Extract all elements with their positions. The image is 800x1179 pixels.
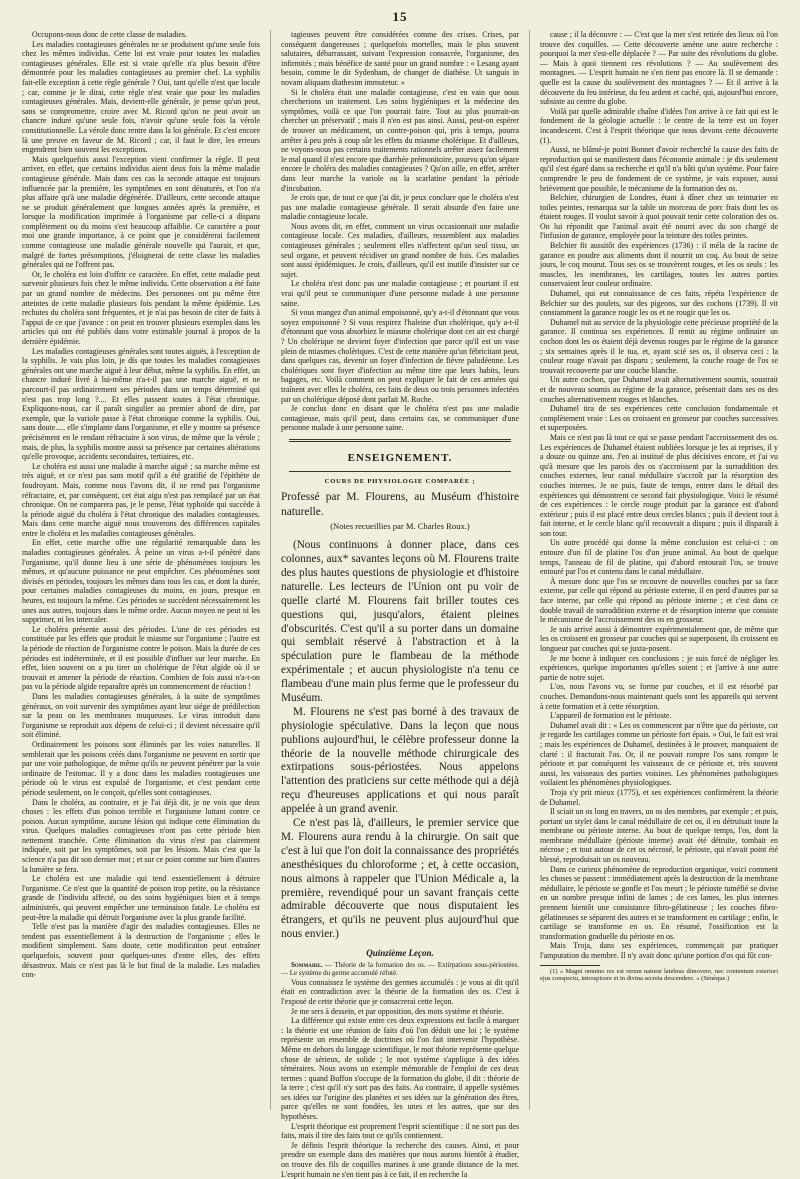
section-title: ENSEIGNEMENT.	[347, 451, 453, 464]
paragraph: Nous avons dit, en effet, comment un virus occasionnait une maladie contagieuse locale. Ces maladies, d'ailleurs, ressemblent aux maladies contagieuses générales ; seulement elles n'affectent qu'un seul tissu, un seul organe, et peuvent récidiver un grand nombre de fois. Ces maladies sont aussi épidémiques. Je crois, d'ailleurs, qu'il est inutile d'insister sur ce sujet.	[281, 221, 519, 279]
paragraph: Mais Troja, dans ses expériences, commençait par pratiquer l'amputation du membre. Il n'y avait donc qu'une portion d'os qui fût con-	[540, 941, 778, 960]
paragraph: Il sciait un os long en travers, un os des membres, par exemple ; et puis, portant un stylet dans le canal médullaire de cet os, il en détruisait toute la membrane ou périoste interne. Au bout de quelque temps, l'os, dont la membrane médullaire (périoste interne) avait été détruite, tombait en nécrose ; et tout autour de cet os nécrosé, le périoste, qui n'avait point été blessé, reproduisait un os nouveau.	[540, 807, 778, 865]
paragraph: Mais quelquefois aussi l'exception vient confirmer la règle. Il peut arriver, en effet, que certains individus aient deux fois la même maladie contagieuse générale. Mais dans ces cas la seconde attaque est toujours influencée par la première, les symptômes en sont dénaturés, et l'on n'a plus affaire qu'à une maladie dégénérée. D'ailleurs, cette seconde attaque ne se produit généralement que longues années après la première, et lorsque la modification imprimée à l'organisme par celle-ci a disparu complètement ou du moins s'est beaucoup affaiblie. Ce caractère a pour moi une grande importance, à ce point que je considérerai facilement comme contagieuse une maladie générale nouvelle qui l'aurait, et que, malgré de fortes présomptions, j'éloignerai de cette classe les maladies générales qui ne l'offrent pas.	[22, 154, 260, 270]
column-1	[22, 30, 260, 1110]
paragraph: Duhamel tira de ses expériences cette conclusion fondamentale et complètement vraie : Les os croissent en grosseur par couches successives et superposées.	[540, 404, 778, 433]
paragraph: Belchier fit aussitôt des expériences (1736) : il méla de la racine de garance en poudre aux aliments dont il nourrit un coq. Au bout de seize jours, le coq mourut. Tous ses os se trouvèrent rouges, et les os seuls : les muscles, les membranes, les cartilages, toutes les autres parties conservaient leur couleur ordinaire.	[540, 241, 778, 289]
paragraph: L'appareil de formation est le périoste.	[550, 711, 672, 721]
paragraph: Les maladies contagieuses générales ne se produisent qu'une seule fois chez les mêmes individus. Cette loi est vraie pour toutes les maladies contagieuses générales. Elle est si vraie qu'elle n'a plus besoin d'être démontrée pour les maladies contagieuses au premier chef. La syphilis fait-elle exception à cette règle générale ? Oui, tant qu'elle n'est que locale ; car, comme je le dirai, cette règle n'est vraie que pour les maladies contagieuses générales. Mais, devient-elle générale, je pense qu'un peut, sans se compromettre, croire avec M. Ricord qu'on ne peut avoir un chancre induré qu'une seule fois, n'avoir qu'une seule fois la vérole constitutionnelle. La vérole donc rentre dans la loi générale. Et c'est encore là une preuve en faveur de M. Ricord ; car, il faut le dire, les erreurs engendrent bien souvent les exceptions.	[22, 39, 260, 155]
paragraph: tagieuses peuvent être considérées comme des crises. Crises, par conséquent dangereuses ; quelquefois mortelles, mais le plus souvent salutaires, débarrassant, suivant l'expression consacrée, l'organisme, des infirmités ; mais bénéfice de santé pour un grand nombre : « Lesang ayant besoin, comme le dit Sydenham, de changer de diathèse. Ut sanguis in novam aliquam diathesim immutetur. »	[281, 30, 519, 87]
column-3	[540, 30, 778, 1110]
page-number: 15	[392, 9, 408, 24]
paragraph: Le choléra est aussi une maladie à marche aiguë ; sa marche même est très aiguë, et ce n'est pas sans motif qu'il a été gratifié de l'épithète de foudroyant. Mais, comme nous l'avons dit, il ne rend pas l'organisme réfractaire, et, par conséquent, cet état aigu n'est pas remplacé par un état chronique. On ne comparera pas, je le pense, l'état typhoïde qui succède à la période aiguë du choléra à l'état chronique des maladies contagieuses. Mais dans cette marche aiguë nous trouverons des différences capitales entre le choléra et les maladies contagieuses générales.	[22, 461, 260, 538]
paragraph: Vous connaissez le système des germes accumulés : je vous ai dit qu'il était en contradiction avec la théorie de la formation des os. C'est à l'exposé de cette théorie que je consacrerai cette leçon.	[281, 977, 519, 1006]
column-2	[281, 30, 520, 1179]
paragraph: La différence qui existe entre ces deux expressions est facile à marquer : la théorie est une réunion de faits d'où l'on déduit une loi ; le système représente un ensemble de doctrines où l'on fait intervenir l'hypothèse. Même en dehors du langage scientifique, le mot théorie représente quelque chose de sérieux, de solide ; le mot système s'applique à des idées téméraires. Nous avons un exemple mémorable de l'emploi de ces deux termes : quand Buffon s'occupe de la formation du globe, il dit : théorie de la terre ; c'est qu'il n'y sort pas des faits. Au contraire, il appelle systèmes ses idées sur l'origine des planètes et ses idées sur la génération des êtres, parce qu'elles ne sont fondées, les unes et les autres, que sur des hypothèses.	[281, 1016, 519, 1122]
paragraph: Troja s'y prit mieux (1775), et ses expériences confirmèrent la théorie de Duhamel.	[540, 787, 778, 807]
paragraph: Duhamel mit au service de la physiologie cette précieuse propriété de la garance. Il continua ses expériences. Il remit au régime ordinaire un cochon dont les os étaient déjà devenus rouges par le régime de la garance ; six semaines après il le tua, et, ayant scié ses os, il observa ceci : la couleur rouge n'avait pas disparu ; seulement, la couche rouge de l'os se trouvait recouverte par une couche blanche.	[540, 317, 778, 375]
paragraph: Or, le choléra est loin d'offrir ce caractère. En effet, cette maladie peut survenir plusieurs fois chez le même individu. Cette observation a été faite par un grand nombre de médecins. Des personnes ont pu même être atteintes de cette maladie plusieurs fois pendant la même épidémie. Les rechutes du choléra sont fréquentes, et je n'ai pas besoin de citer de faits à l'appui de ce que j'avance : on peut en trouver plusieurs exemples dans les articles qui ont été publiés dans votre estimable journal à propos de la dernière épidémie.	[22, 269, 260, 346]
paragraph: Si vous mangez d'un animal empoisonné, qu'y a-t-il d'étonnant que vous soyez empoisonné ? Si vous respirez l'haleine d'un cholérique, qu'y a-t-il d'étonnant que vous absorbiez le miasme cholérique dont cet air est chargé ? Un cholérique ne devient foyer d'infection que parce qu'il est un vase plein de miasmes cholériques. C'est de cette manière qu'un fébricitant peut, dans quelques cas, devenir un foyer d'infection de fièvre paludéenne. Les cholériques sont foyer d'infection au même titre que leurs habits, leurs bagages, etc. Voilà comment on peut expliquer le fait de ces armées qui traînent avec elles le choléra, ces faits de deux ou trois personnes infectées par un cholérique déposé dont parlait M. Roche.	[281, 308, 520, 404]
paragraph: L'os, nous l'avons vu, se forme par couches, et il est résorbé par couches. Demandons-nous maintenant quels sont les appareils qui servent à cette formation et à cette résorption.	[540, 682, 778, 711]
paragraph: Dans ce curieux phénomène de reproduction organique, voici comment les choses se passent : immédiatement après la destruction de la membrane médullaire, le périoste se gonfle et l'os meurt ; le périoste tuméfié se divise en un nombre presque infini de lames ; de ces lames, les plus internes prennent bientôt une consistance fibro-gélatineuse ; les couches fibro-gélatineuses se séparent des autres et se transforment en cartilage ; enfin, le cartilage se transforme en os. En résumé, l'ossification est la transformation graduelle du périoste en os.	[540, 864, 778, 941]
columns	[22, 30, 778, 1179]
paragraph: Je suis arrivé aussi à démontrer expérimentalement que, de même que les os croissent en grosseur par couches qui se superposent, ils croissent en longueur par couches qui se juxta-posent.	[540, 624, 778, 653]
notes-credit: (Notes recueillies par M. Charles Roux.)	[330, 520, 470, 531]
paragraph: Je crois que, de tout ce que j'ai dit, je peux conclure que le choléra n'est pas une maladie contagieuse générale. Il serait absurde d'en faire une maladie contagieuse locale.	[281, 193, 519, 222]
editorial-intro	[281, 539, 519, 942]
paragraph: Ordinairement les poisons sont éliminés par les voies naturelles. Il semblerait que les poisons créés dans l'organisme ne peuvent en sortir que par une voie pathologique, de même qu'ils ne peuvent pénétrer par la voie ordinaire de l'estomac. Il y a donc dans les maladies contagieuses une période où le virus est expulsé de l'organisme, et c'est pendant cette période seulement, on le conçoit, qu'elles sont contagieuses.	[22, 739, 260, 797]
paragraph: Dans le choléra, au contraire, et je l'ai déjà dit, je ne vois que deux choses : les effets d'un poison terrible et l'organisme luttant contre ce poison. Aucun symptôme, aucune lésion qui indique cette élimination du virus. Quelques maladies contagieuses n'ont pas cette période bien nettement tranchée. Cette élimination du virus n'est pas clairement indiquée, soit par les symptômes, soit par les lésions. Mais c'est que la science n'a pas dit son dernier mot ; et sur ce point comme sur bien d'autres la lumière se fera.	[22, 797, 260, 874]
paragraph: Je me sers à dessein, et par opposition, des mots système et théorie.	[291, 1006, 504, 1016]
footnote-rule	[540, 965, 600, 966]
paragraph: Je conclus donc en disant que le choléra n'est pas une maladie contagieuse, mais qu'il peut, dans certains cas, se communiquer d'une personne malade à une personne saine.	[281, 404, 519, 433]
paragraph: Aussi, ne blâmé-je point Bonnet d'avoir recherché la cause des faits de reproduction qui se manifestent dans l'économie animale : je dis seulement qu'il s'est égaré dans sa recherche et qu'il n'a bâti qu'un système. Pour faire comprendre le peu de fondement de ce système, je vais exposer, aussi brièvement que possible, le mécanisme de la formation des os.	[540, 145, 778, 193]
paragraph: Je définis l'esprit théorique la recherche des causes. Ainsi, et pour prendre un exemple dans des matières que nous aurons bientôt à étudier, on trouve des fils de coquilles marines à une grande distance de la mer. L'esprit humain ne s'en tient pas à ce fait, il en recherche la	[281, 1140, 519, 1179]
course-title: COURS DE PHYSIOLOGIE COMPARÉE ;	[324, 478, 476, 486]
paragraph: À mesure donc que l'os se recouvre de nouvelles couches par sa face externe, par celle qui répond au périoste externe, il en perd d'autres par sa face interne, par celle qui répond au périoste interne ; et c'est dans ce double travail de surraddition externe et de résorption interne que consiste le mécanisme de l'accroissement des os en grosseur.	[540, 576, 778, 625]
paragraph: Un autre cochon, que Duhamel avait alternativement soumis, soustrait et de nouveau soumis au régime de la garance, présentait dans ses os des couches alternativement rouges et blanches.	[540, 375, 778, 404]
paragraph: Ce n'est pas là, d'ailleurs, le premier service que M. Flourens aura rendu à la chirurgie. On sait que c'est à lui que l'on doit la connaissance des propriétés anesthésiques du chloroforme ; et, à cette occasion, nous aimons à rappeler que l'Union Médicale a, la première, revendiqué pour un savant français cette admirable découverte que nous disputaient les étrangers, et qu'ils ne peuvent plus aujourd'hui que nous envier.)	[281, 817, 519, 941]
paragraph: Dans les maladies contagieuses générales, à la suite de symptômes généraux, on voit survenir des symptômes ayant leur siége de prédilection sur la peau ou les membranes muqueuses. Le virus introduit dans l'organisme se reproduit aux dépens de celui-ci ; il devient nécessaire qu'il soit éliminé.	[22, 691, 260, 740]
paragraph: Belchier, chirurgien de Londres, étant à dîner chez un teinturier en toiles peintes, remarqua sur la table un morceau de porc frais dont les os étaient rouges. Il voulut savoir à quoi pouvait tenir cette coloration des os. On lui répondit que l'animal avait été nourri avec du son chargé de l'infusion de garance, employée pour la teinture des toiles peintes.	[540, 193, 778, 241]
summary-label: Sommaire.	[291, 960, 323, 969]
column-2-top-text	[281, 30, 519, 433]
paragraph: L'esprit théorique est proprement l'esprit scientifique : il ne sort pas des faits, mais il tire des faits tout ce qu'ils contiennent.	[281, 1121, 519, 1141]
lesson-title: Quinzième Leçon.	[366, 948, 434, 959]
paragraph: Si le choléra était une maladie contagieuse, c'est en vain que nous chercherions un traitement. Les soins hygiéniques et la médecine des symptômes, voilà ce que l'on pourrait faire. Tout au plus pourrait-on chercher un préservatif ; mais il n'en est pas ainsi. Aussi, peut-on espérer de trouver un médicament, un contre-poison qui, pris à temps, pourra arrêter à peu près à coup sûr les effets du miasme cholérique. Et d'ailleurs, ne voyons-nous pas certains traitements rationnels arrêter assez facilement le mal quand il n'est encore que diarrhée prémonitoire, pourvu qu'on sépare encore le choléra des maladies contagieuses ? Qu'on aille, en effet, arrêter dans leur marche la variole ou la scarlatine pendant la période d'incubation.	[281, 87, 519, 193]
paragraph: Le choléra est une maladie qui tend essentiellement à détruire l'organisme. Ce n'est que la quantité de poison trop petite, ou la résistance grande de l'individu affecté, ou des soins hygiéniques bien et à temps administrés, qui peuvent empêcher une terminaison fatale. Le choléra est peut-être la maladie qui détruit l'organisme avec la plus grande facilité.	[22, 874, 260, 922]
paragraph: Mais ce n'est pas là tout ce qui se passe pendant l'accroissement des os. Les expériences de Duhamel étaient oubliées lorsque je les ai reprises, il y a douze ou quinze ans. J'en ai institué de plus décisives encore, et j'ai vu qu'à mesure que les parois des os s'accroissent par la surraddition des couches externes, leur canal médullaire s'accroît par la résorption des couches internes. Je ne puis, faute de temps, entrer dans le détail des expériences qui démontrent ce second fait physiologique. Voici le résumé de ces expériences : le cercle rouge produit par la garance est d'abord extérieur ; puis il est placé entre deux cercles blancs ; puis il devient tout à fait interne, et le cercle blanc qu'il recouvrait a disparu ; puis il disparaît à son tour.	[540, 432, 778, 538]
paragraph: Occupons-nous donc de cette classe de maladies.	[32, 30, 187, 39]
section-rule-thin	[289, 471, 511, 472]
footnote: (1) « Magni omnino res est rerum naturæ latebras dimovere, nec contentum exteriori ejus conspectu, introspicere et in divina secreta descendere. » (Sénèque.)	[540, 967, 778, 983]
paragraph: Duhamel avait dit : « Les os commencent par n'être que du périoste, car je regarde les cartilages comme un périoste fort épais. » Oui, le fait est vrai ; mais les expériences de Duhamel, destinées à le prouver, manquaient de clarté : il fracturait l'os. Or, il ne pouvait rompre l'os sans rompre le périoste et par conséquent les vaisseaux de ce périoste et, très souvent aussi, les vaisseaux des parties voisines. Les phénomènes pathologiques voilaient les phénomènes physiologiques.	[540, 720, 778, 788]
paragraph: Duhamel, qui eut connaissance de ces faits, répéta l'expérience de Belchier sur des poulets, sur des pigeons, sur des cochons (1739). Il vit constamment la garance rougir les os et ne rougir que les os.	[540, 289, 778, 318]
paragraph: M. Flourens ne s'est pas borné à des travaux de physiologie spéculative. Dans la leçon que nous publions aujourd'hui, le célèbre professeur donne la théorie de la nouvelle méthode chirurgicale des extirpations sous-périostées. Nous appelons l'attention des praticiens sur cette méthode qui a déjà reçu d'heureuses applications et qui nous paraît appelée à un grand avenir.	[281, 705, 519, 816]
paragraph: Un autre procédé qui donne la même conclusion est celui-ci : on entoure d'un fil de platine l'os d'un jeune animal. Au bout de quelque temps, l'anneau de fil de platine, qui d'abord entourait l'os, se trouve entouré par l'os et contenu dans le canal médullaire.	[540, 538, 778, 577]
paragraph: Je me borne à indiquer ces conclusions ; je suis forcé de négliger les expériences, quelque importantes qu'elles soient ; et j'arrive à une autre partie de notre sujet.	[540, 653, 778, 682]
paragraph: (Nous continuons à donner place, dans ces colonnes, aux* savantes leçons où M. Flourens traite des plus hautes questions de physiologie et d'histoire naturelle. Les lecteurs de l'Union ont pu voir de quelle clarté M. Flourens fait briller toutes ces questions qui, jusqu'alors, étaient pleines d'obscurités. C'est qu'il a su porter dans un domaine qui semblait réservé à l'abstraction et à la spéculation pure le flambeau de la méthode expérimentale ; et aucun physiologiste n'a tenu ce flambeau d'une main plus ferme que le professeur du Muséum.	[281, 539, 519, 705]
summary-text: — Théorie de la formation des os. — Extirpations sous-périostées. — Le système du germe accumulé réfuté.	[281, 960, 519, 978]
lecture-heading: Professé par M. Flourens, au Muséum d'histoire naturelle.	[281, 491, 519, 518]
paragraph: cause ; il la découvre : — C'est que la mer s'est retirée des lieux où l'on trouve des coquilles. — Cette découverte amène une autre recherche : pourquoi la mer s'est-elle déplacée ? — Par suite des révolutions du globe. — Mais à quoi tiennent ces révolutions ? — Au soulèvement des montagnes. — L'esprit humain ne s'en tient pas encore là. Il se demande : quelle est la cause du soulèvement des montagnes ? — Et il arrive à la découverte du feu intérieur, du feu ardent et caché, qui, aujourd'hui encore, subsiste au centre du globe.	[540, 30, 778, 107]
paragraph: Les maladies contagieuses générales sont toutes aiguës, à l'exception de la syphilis. Je vais plus loin, je dis que toutes les maladies contagieuses générales ont une marche aiguë à leur début, même la syphilis. En effet, un chancre induré livré à lui-même n'a-t-il pas une marche aiguë, et ne parcourt-il pas ordinairement ses périodes dans un temps déterminé qui n'est pas trop long ?.... Et elles passent toutes à l'état chronique. Expliquons-nous, car il paraît singulier au premier abord de dire, par exemple, que la variole passe à l'état chronique comme la syphilis. Oui, sans doute..... elle s'implante dans l'organisme, et elle y montre sa présence précisément en le rendant réfractaire à son virus, de même que la vérole ; mais, de plus, la syphilis montre aussi sa présence par certaines altérations qu'elle provoque, accidents secondaires, tertiaires, etc.	[22, 346, 260, 462]
column-2-bottom-text	[281, 978, 519, 1179]
column-3-text	[540, 30, 778, 961]
paragraph: Le choléra présente aussi des périodes. L'une de ces périodes est constituée par les effets que produit le miasme sur l'organisme ; l'autre est la période de réaction de l'organisme contre le poison. Mais la durée de ces périodes est indéterminée, et il est possible d'influer sur leur marche. En effet, bien souvent on a pu tirer un cholérique de l'état algide où il se trouvait et amener la période de réaction. Combien de fois aussi n'a-t-on pas vu la période algide reparaître après un commencement de réaction !	[22, 624, 260, 692]
lesson-summary	[281, 961, 519, 978]
column-divider	[529, 30, 530, 1110]
paragraph: Voilà par quelle admirable chaîne d'idées l'on arrive à ce fait qui est le fondement de la géologie actuelle : le centre de la terre est un foyer incandescent. C'est à l'esprit théorique que nous devons cette découverte (1).	[540, 106, 778, 145]
paragraph: En effet, cette marche offre une régularité remarquable dans les maladies contagieuses générales. À peine un virus a-t-il pénétré dans l'organisme, qu'il donne lieu à une série de phénomènes toujours les mêmes, et qu'aucune puissance ne peut empêcher. Ces phénomènes sont divisés en périodes, toujours les mêmes dans tous les cas, et dont la durée, pour certaines maladies contagieuses du moins, en jours, presque en heures, est toujours la même. Ces périodes se succèdent nécessairement les unes aux autres, toujours dans le même ordre. Aucun moyen ne peut ni les supprimer, ni les intercaler.	[22, 538, 260, 625]
paragraph: Telle n'est pas la manière d'agir des maladies contagieuses. Elles ne tendent pas essentiellement à la destruction de l'organisme ; elles le modifient simplement. Sans doute, cette modification peut entraîner quelquefois, souvent pour quelques-unes d'entre elles, des effets désastreux. Mais ce n'est pas là le but final de la maladie. Les maladies con-	[22, 922, 260, 980]
section-rule	[289, 439, 511, 442]
paragraph: Le choléra n'est donc pas une maladie contagieuse ; et pourtant il est vrai qu'il peut se communiquer d'une personne malade à une personne saine.	[281, 279, 519, 308]
column-divider	[270, 30, 271, 1110]
